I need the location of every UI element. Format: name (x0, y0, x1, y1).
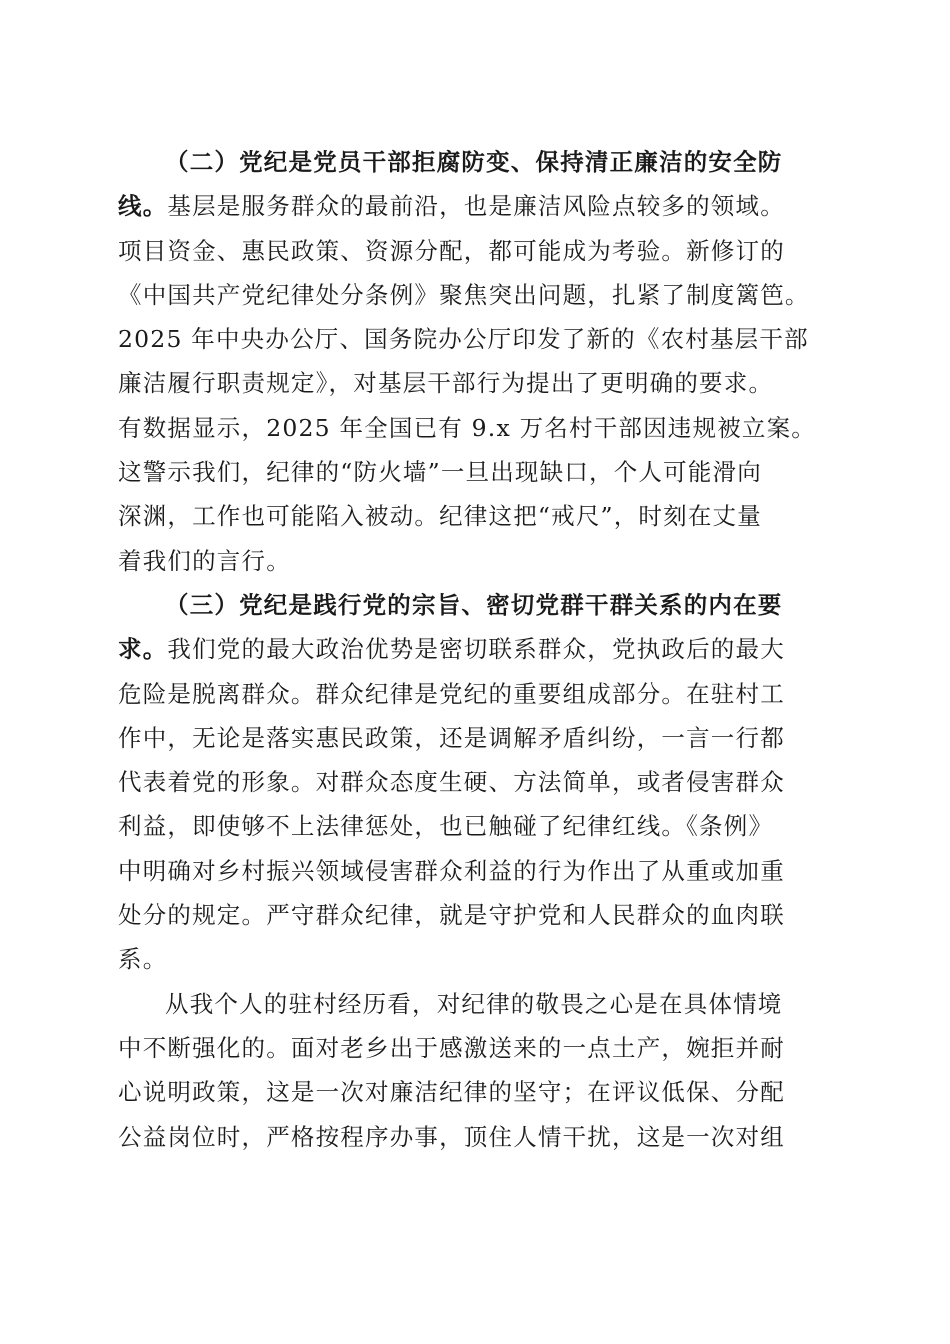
paragraph-line (118, 583, 830, 627)
paragraph-line: 心说明政策，这是一次对廉洁纪律的坚守；在评议低保、分配 (118, 1078, 785, 1107)
paragraph-line (118, 184, 830, 228)
paragraph-line: 系。 (118, 945, 168, 974)
document-page (118, 140, 830, 1159)
section-heading-continued: 线。 (118, 192, 168, 221)
paragraph-line: 这警示我们，纪律的“防火墙”一旦出现缺口，个人可能滑向 (118, 458, 762, 487)
paragraph-line: 公益岗位时，严格按程序办事，顶住人情干扰，这是一次对组 (118, 1122, 785, 1151)
paragraph-line: 危险是脱离群众。群众纪律是党纪的重要组成部分。在驻村工 (118, 679, 785, 708)
body-text: 基层是服务群众的最前沿，也是廉洁风险点较多的领域。 (167, 192, 785, 221)
section-heading: （二）党纪是党员干部拒腐防变、保持清正廉洁的安全防 (165, 148, 783, 176)
paragraph-line: 有数据显示，2025 年全国已有 9.x 万名村干部因违规被立案。 (118, 413, 816, 442)
paragraph-line: 中不断强化的。面对老乡出于感激送来的一点土产，婉拒并耐 (118, 1033, 785, 1062)
section-heading: （三）党纪是践行党的宗旨、密切党群干群关系的内在要 (165, 590, 783, 619)
paragraph-line: 中明确对乡村振兴领域侵害群众利益的行为作出了从重或加重 (118, 856, 785, 885)
paragraph-line: 《中国共产党纪律处分条例》聚焦突出问题，扎紧了制度篱笆。 (118, 280, 810, 309)
paragraph-line: 从我个人的驻村经历看，对纪律的敬畏之心是在具体情境 (165, 989, 783, 1018)
paragraph-line: 廉洁履行职责规定》，对基层干部行为提出了更明确的要求。 (118, 369, 774, 398)
paragraph-party-discipline-integrity (118, 140, 830, 583)
paragraph-line: 代表着党的形象。对群众态度生硬、方法简单，或者侵害群众 (118, 768, 785, 797)
paragraph-line: 作中，无论是落实惠民政策，还是调解矛盾纠纷，一言一行都 (118, 723, 785, 752)
paragraph-line: 利益，即使够不上法律惩处，也已触碰了纪律红线。《条例》 (118, 812, 774, 841)
paragraph-mass-discipline (118, 583, 830, 982)
paragraph-line (118, 140, 830, 184)
paragraph-line: 深渊，工作也可能陷入被动。纪律这把“戒尺”，时刻在丈量 (118, 502, 762, 531)
paragraph-personal-experience (118, 982, 830, 1159)
paragraph-line: 着我们的言行。 (118, 546, 291, 575)
section-heading-continued: 求。 (118, 635, 168, 664)
paragraph-line (118, 627, 830, 671)
paragraph-line: 项目资金、惠民政策、资源分配，都可能成为考验。新修订的 (118, 236, 785, 265)
paragraph-line: 2025 年中央办公厅、国务院办公厅印发了新的《农村基层干部 (118, 325, 809, 354)
body-text: 我们党的最大政治优势是密切联系群众，党执政后的最大 (167, 635, 785, 664)
paragraph-line: 处分的规定。严守群众纪律，就是守护党和人民群众的血肉联 (118, 901, 785, 930)
